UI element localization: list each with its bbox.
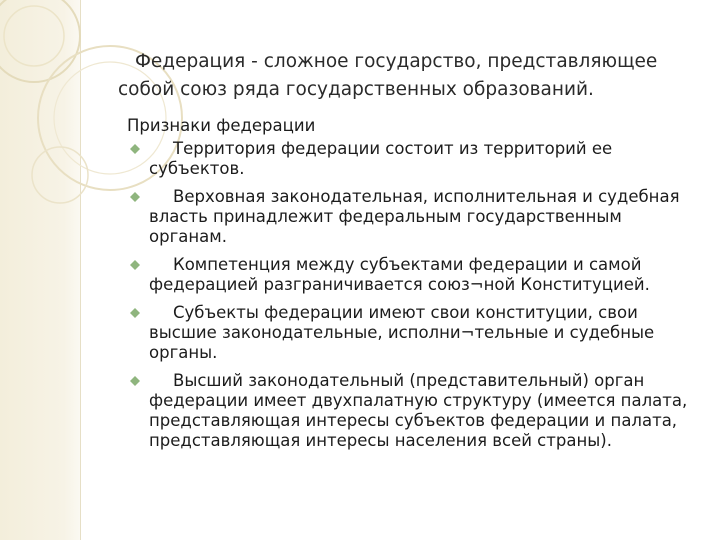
list-item: [127, 255, 702, 295]
list-item-text: Высший законодательный (представительный) орган федерации имеет двухпалатную структуру (имеется палата, представляющая интересы субъектов федерации и палата, представляющая интересы населения всей страны).: [149, 371, 688, 450]
left-decorative-band: [0, 0, 80, 540]
diamond-bullet-icon: [130, 144, 140, 154]
title-line-1: Федерация - сложное государство, представляющее: [135, 51, 658, 72]
list-item-text: Компетенция между субъектами федерации и самой федерацией разграничивается союз¬ной Конституцией.: [149, 255, 650, 294]
list-item-text: Субъекты федерации имеют свои конституции, свои высшие законодательные, исполни¬тельные и судебные органы.: [149, 303, 655, 362]
list-item: [127, 303, 702, 363]
list-heading: Признаки федерации: [127, 116, 316, 135]
diamond-bullet-icon: [130, 260, 140, 270]
list-item-text: Верховная законодательная, исполнительная и судебная власть принадлежит федеральным государственным органам.: [149, 187, 680, 246]
features-list: [127, 139, 702, 451]
list-item-text: Территория федерации состоит из территорий ее субъектов.: [149, 139, 613, 178]
band-divider: [80, 0, 81, 540]
diamond-bullet-icon: [130, 192, 140, 202]
list-item: [127, 371, 702, 451]
list-item: [127, 139, 702, 179]
title-line-2: собой союз ряда государственных образований.: [118, 79, 594, 100]
content-body: [127, 116, 702, 459]
slide-title: [118, 48, 698, 104]
diamond-bullet-icon: [130, 376, 140, 386]
diamond-bullet-icon: [130, 308, 140, 318]
list-item: [127, 187, 702, 247]
